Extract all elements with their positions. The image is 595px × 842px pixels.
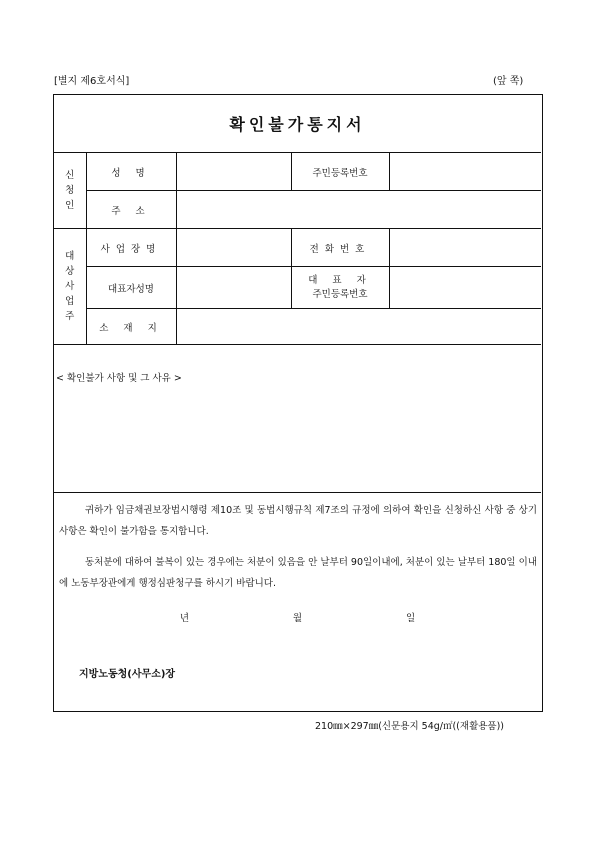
notice-paragraph-2: 동처분에 대하여 불복이 있는 경우에는 처분이 있음을 안 날부터 90일이내에, 처분이 있는 날부터 180일 이내에 노동부장관에게 행정심판청구를 하시기 바랍니다. xyxy=(59,557,537,589)
applicant-group-label: 신 청 인 xyxy=(54,153,86,229)
reason-box[interactable] xyxy=(54,360,541,493)
address-field[interactable] xyxy=(176,191,541,229)
resident-no-field[interactable] xyxy=(389,153,541,191)
info-table xyxy=(54,152,541,345)
date-month[interactable]: 월 xyxy=(292,613,303,624)
signer: 지방노동청(사무소)장 xyxy=(79,669,176,680)
rep-resident-field[interactable] xyxy=(389,267,541,309)
notice-text xyxy=(59,500,537,604)
form-id: [별지 제6호서식] xyxy=(54,76,130,87)
rep-resident-label: 대 표 자 주민등록번호 xyxy=(291,267,389,309)
representative-field[interactable] xyxy=(176,267,291,309)
date-line xyxy=(54,610,541,624)
location-field[interactable] xyxy=(176,309,541,345)
reason-label: < 확인불가 사항 및 그 사유 > xyxy=(56,373,182,384)
form-title: 확인불가통지서 xyxy=(54,95,541,153)
name-label: 성 명 xyxy=(86,153,176,191)
workplace-group-label: 대 상 사 업 주 xyxy=(54,229,86,345)
page-side: (앞 쪽) xyxy=(493,76,524,87)
business-name-field[interactable] xyxy=(176,229,291,267)
date-day[interactable]: 일 xyxy=(405,613,416,624)
resident-no-label: 주민등록번호 xyxy=(291,153,389,191)
phone-field[interactable] xyxy=(389,229,541,267)
paper-spec: 210㎜×297㎜(신문용지 54g/㎡((재활용품)) xyxy=(315,721,505,732)
form-frame xyxy=(53,94,543,712)
phone-label: 전화번호 xyxy=(291,229,389,267)
notice-paragraph-1: 귀하가 임금채권보장법시행령 제10조 및 동법시행규칙 제7조의 규정에 의하여 확인을 신청하신 사항 중 상기사항은 확인이 불가함을 통지합니다. xyxy=(59,505,537,537)
location-label: 소 재 지 xyxy=(86,309,176,345)
address-label: 주 소 xyxy=(86,191,176,229)
name-field[interactable] xyxy=(176,153,291,191)
business-name-label: 사업장명 xyxy=(86,229,176,267)
date-year[interactable]: 년 xyxy=(179,613,190,624)
representative-label: 대표자성명 xyxy=(86,267,176,309)
